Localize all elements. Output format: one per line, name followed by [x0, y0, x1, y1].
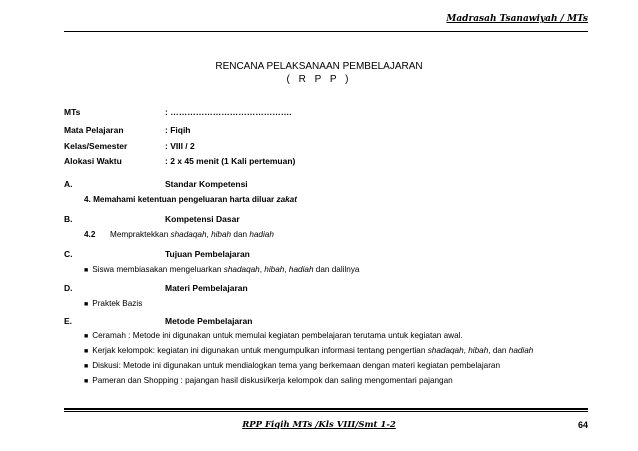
section-b-em2: hibah	[211, 230, 232, 239]
bullet-icon: ■	[84, 267, 89, 274]
section-c-text4: dan dalilnya	[313, 265, 360, 274]
section-a-item-text: 4. Memahami ketentuan pengeluaran harta diluar	[84, 195, 277, 204]
identity-label-time: Alokasi Waktu	[64, 156, 122, 166]
bullet-icon: ■	[84, 301, 89, 308]
section-a-item-emph: zakat	[276, 195, 297, 204]
section-e-item2-text3: , dan	[488, 346, 509, 355]
section-d-item-text: Praktek Bazis	[92, 299, 143, 308]
section-e-letter: E.	[64, 316, 73, 326]
footer-text: RPP Fiqih MTs /Kls VIII/Smt 1-2	[242, 420, 396, 430]
section-b-num: 4.2	[84, 230, 96, 239]
section-c-letter: C.	[64, 249, 73, 259]
header-divider	[64, 31, 588, 32]
identity-label-mts: MTs	[64, 107, 81, 117]
section-e-item2-text1: Kerjak kelompok: kegiatan ini digunakan untuk mengumpulkan informasi tentang pengertian	[92, 346, 428, 355]
footer-divider	[64, 408, 588, 410]
section-d-item	[84, 299, 142, 308]
section-c-em3: hadiah	[288, 265, 314, 274]
section-c-text2: ,	[259, 265, 265, 274]
section-c-text3: ,	[284, 265, 289, 274]
section-b-text3: dan	[231, 230, 250, 239]
section-e-item2-em3: hadiah	[508, 346, 534, 355]
document-subtitle: ( R P P )	[286, 74, 352, 85]
identity-label-subject: Mata Pelajaran	[64, 125, 124, 135]
section-d-title: Materi Pembelajaran	[165, 283, 248, 293]
section-d-letter: D.	[64, 283, 73, 293]
section-b-em1: shadaqah	[170, 230, 207, 239]
section-e-title: Metode Pembelajaran	[165, 316, 253, 326]
section-e-item-3	[84, 361, 500, 370]
section-b-text2: ,	[206, 230, 212, 239]
section-e-item4-text: Pameran dan Shopping : pajangan hasil diskusi/kerja kelompok dan saling mengomentari pajangan	[92, 376, 453, 385]
bullet-icon: ■	[84, 333, 89, 340]
section-a-item	[84, 195, 297, 204]
bullet-icon: ■	[84, 363, 89, 370]
section-b-em3: hadiah	[249, 230, 274, 239]
section-b-item	[110, 230, 274, 239]
section-e-item3-text: Diskusi: Metode ini digunakan untuk mendialogkan tema yang berkemaan dengan materi kegiatan pembelajaran	[92, 361, 501, 370]
section-c-text1: Siswa membiasakan mengeluarkan	[92, 265, 224, 274]
identity-value-mts: : …………………………………….	[165, 107, 292, 117]
document-title: RENCANA PELAKSANAAN PEMBELAJARAN	[215, 61, 423, 72]
section-b-title: Kompetensi Dasar	[165, 214, 240, 224]
section-e-item-1	[84, 331, 463, 340]
section-e-item2-text2: ,	[463, 346, 469, 355]
section-e-item2-em1: shadaqah	[427, 346, 464, 355]
identity-value-subject: : Fiqih	[165, 125, 191, 135]
footer-divider-thin	[64, 411, 588, 412]
section-b-text1: Mempraktekkan	[110, 230, 171, 239]
section-c-em2: hibah	[264, 265, 285, 274]
bullet-icon: ■	[84, 348, 89, 355]
section-e-item-2	[84, 346, 533, 355]
section-e-item2-em2: hibah	[468, 346, 489, 355]
identity-value-class: : VIII / 2	[165, 141, 195, 151]
section-a-title: Standar Kompetensi	[165, 179, 248, 189]
identity-label-class: Kelas/Semester	[64, 141, 128, 151]
section-c-title: Tujuan Pembelajaran	[165, 249, 250, 259]
section-b-letter: B.	[64, 214, 73, 224]
section-c-em1: shadaqah	[223, 265, 260, 274]
bullet-icon: ■	[84, 378, 89, 385]
header-brand: Madrasah Tsanawiyah / MTs	[446, 14, 588, 24]
section-e-item1-text: Ceramah : Metode ini digunakan untuk memulai kegiatan pembelajaran terutama untuk kegiatan awal.	[92, 331, 463, 340]
section-c-item	[84, 265, 359, 274]
identity-value-time: : 2 x 45 menit (1 Kali pertemuan)	[165, 156, 296, 166]
page-number: 64	[577, 420, 588, 430]
section-a-letter: A.	[64, 179, 73, 189]
section-e-item-4	[84, 376, 453, 385]
